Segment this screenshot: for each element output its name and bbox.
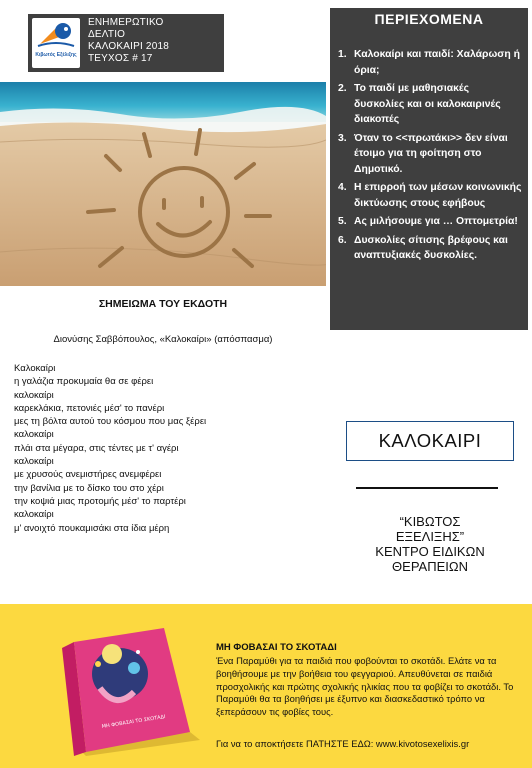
toc-item-text: Το παιδί με μαθησιακές δυσκολίες και οι καλοκαιρινές διακοπές [354,83,501,125]
toc-item-text: Όταν το <<πρωτάκι>> δεν είναι έτοιμο για τη φοίτηση στο Δημοτικό. [354,132,508,175]
toc-item-number: 6. [338,234,347,246]
toc-item[interactable] [338,81,522,128]
toc-item[interactable] [338,131,522,178]
toc-item-text: Δυσκολίες σίτισης βρέφους και αναπτυξιακές δυσκολίες. [354,234,508,261]
toc-item-text: Ας μιλήσουμε για … Οπτομετρία! [354,216,518,227]
newsletter-header [28,14,224,72]
logo-text: Κιβωτός Εξέλιξης [35,52,77,58]
center-name-line: ΕΞΕΛΙΞΗΣ” [395,529,465,544]
poem-line: Καλοκαίρι [14,363,56,374]
poem-line: μ' ανοιχτό πουκαμισάκι στα ίδια μέρη [14,522,170,534]
center-name-line: ΘΕΡΑΠΕΙΩΝ [392,559,468,574]
poem-line: η γαλάζια προκυμαία θα σε φέρει [14,376,154,388]
logo-bird-icon [32,18,80,52]
poem-line: καρεκλάκια, πετονιές μέσ' το πανέρι [14,402,165,414]
book-description: Ένα Παραμύθι για τα παιδιά που φοβούνται το σκοτάδι. Ελάτε να τα βοηθήσουμε με την βοήθεια του φεγγαριού. Απευθύνεται σε παιδιά προσχολικής και πρώτης σχολικής ηλικίας που τα φοβίζει το σκοτάδι. Το Παραμύθι θα τα βοηθήσει με έξυπνο και διασκεδαστικό τρόπο να ξεπεράσουν τις φοβίες τους. [216,655,514,718]
toc-item-number: 3. [338,132,347,144]
order-link[interactable]: Για να το αποκτήσετε ΠΑΤΗΣΤΕ ΕΔΩ: www.kivotosexelixis.gr [216,738,470,749]
toc-item[interactable] [338,180,522,211]
toc-item-number: 5. [338,216,347,227]
toc-item-text: Η επιρροή των μέσων κοινωνικής δικτύωσης στους εφήβους [354,182,522,209]
toc-item-text: Καλοκαίρι και παιδί: Χαλάρωση ή όρια; [354,49,520,76]
issue-info [88,17,169,65]
book-cover-image[interactable] [56,628,202,756]
poem-line: καλοκαίρι [14,389,54,401]
divider-line [356,487,498,489]
poem-line: καλοκαίρι [14,456,54,468]
toc-item-number: 4. [338,182,347,193]
toc-item-number: 2. [338,83,347,94]
book-promo-banner [0,604,532,768]
toc-item[interactable] [338,233,522,264]
header-line: ΚΑΛΟΚΑΙΡΙ 2018 [88,41,169,52]
center-name [346,514,514,574]
poem-line: με χρυσούς ανεμιστήρες ανεμφέρει [14,469,162,481]
poem-line: μες τη βόλτα αυτού του κόσμου που μας ξέρει [14,416,207,428]
poem-line: την βανίλια με το δίσκο του στο χέρι [14,482,164,494]
logo [32,18,80,68]
header-line: ΕΝΗΜΕΡΩΤΙΚΟ [88,17,164,28]
center-name-line: “ΚΙΒΩΤΟΣ [399,514,461,529]
poem-line: καλοκαίρι [14,509,54,521]
poem-line: πλάι στα μέγαρα, στις τέντες με τ' αγέρι [14,442,179,454]
toc-item[interactable] [338,214,522,230]
season-box: ΚΑΛΟΚΑΙΡΙ [346,421,514,461]
header-line: ΔΕΛΤΙΟ [88,29,126,40]
book-title: ΜΗ ΦΟΒΑΣΑΙ ΤΟ ΣΚΟΤΑΔΙ [216,642,337,653]
toc-title: ΠΕΡΙΕΧΟΜΕΝΑ [374,11,484,27]
book-cover-title: ΜΗ ΦΟΒΑΣΑΙ ΤΟ ΣΚΟΤΑΔΙ [101,713,166,730]
toc-item[interactable] [338,47,522,78]
poem-excerpt [14,362,314,535]
header-line: ΤΕΥΧΟΣ # 17 [88,53,153,64]
center-name-line: ΚΕΝΤΡΟ ΕΙΔΙΚΩΝ [375,544,485,559]
poem-credit: Διονύσης Σαββόπουλος, «Καλοκαίρι» (απόσπασμα) [53,334,273,345]
table-of-contents [330,8,528,330]
poem-line: την κοψιά μιας προτομής μέσ' το παρτέρι [14,495,186,507]
toc-list [330,47,528,264]
editor-note-title: ΣΗΜΕΙΩΜΑ ΤΟΥ ΕΚΔΟΤΗ [98,298,228,310]
poem-line: καλοκαίρι [14,429,54,441]
beach-smiley-photo [0,82,326,286]
toc-item-number: 1. [338,49,347,60]
